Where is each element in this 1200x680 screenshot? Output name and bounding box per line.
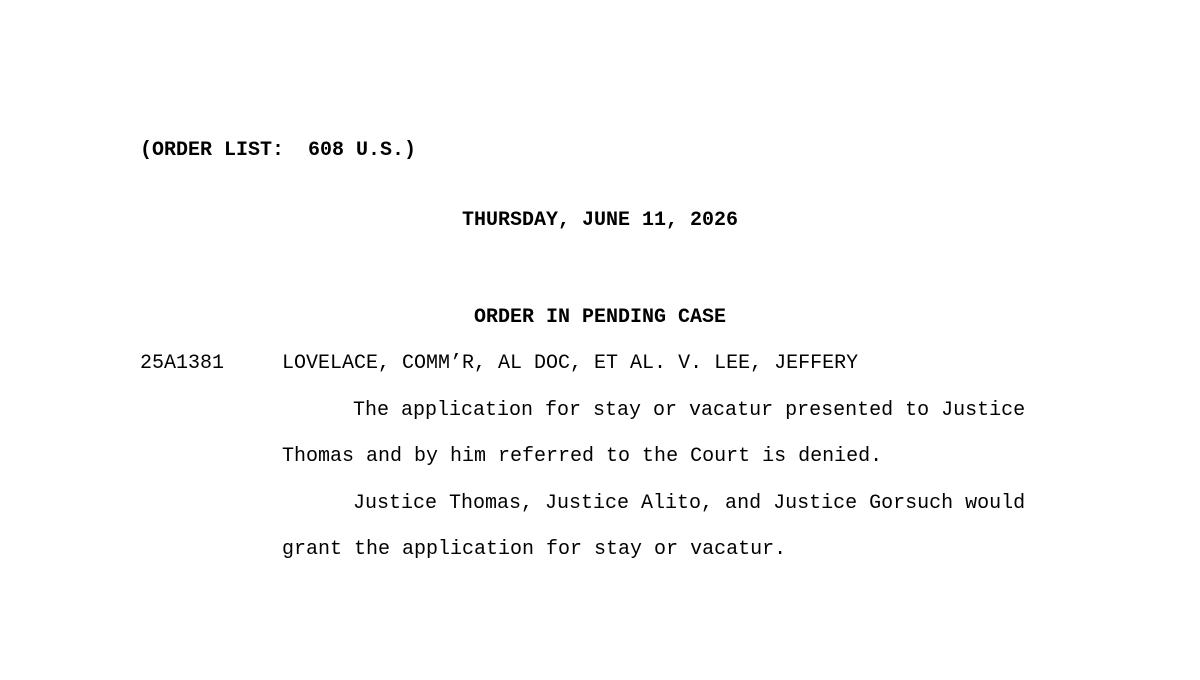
order-paragraph-line: Justice Thomas, Justice Alito, and Justice Gorsuch would [353,492,1026,515]
section-heading: ORDER IN PENDING CASE [473,306,727,329]
case-number: 25A1381 [140,352,225,375]
order-paragraph-line: Thomas and by him referred to the Court is denied. [282,445,883,468]
order-list-header: (ORDER LIST: 608 U.S.) [140,139,417,162]
order-paragraph-line: The application for stay or vacatur presented to Justice [353,399,1026,422]
case-caption: LOVELACE, COMM’R, AL DOC, ET AL. V. LEE, JEFFERY [282,352,859,375]
order-date: THURSDAY, JUNE 11, 2026 [461,209,739,232]
order-paragraph-line: grant the application for stay or vacatur. [282,538,787,561]
